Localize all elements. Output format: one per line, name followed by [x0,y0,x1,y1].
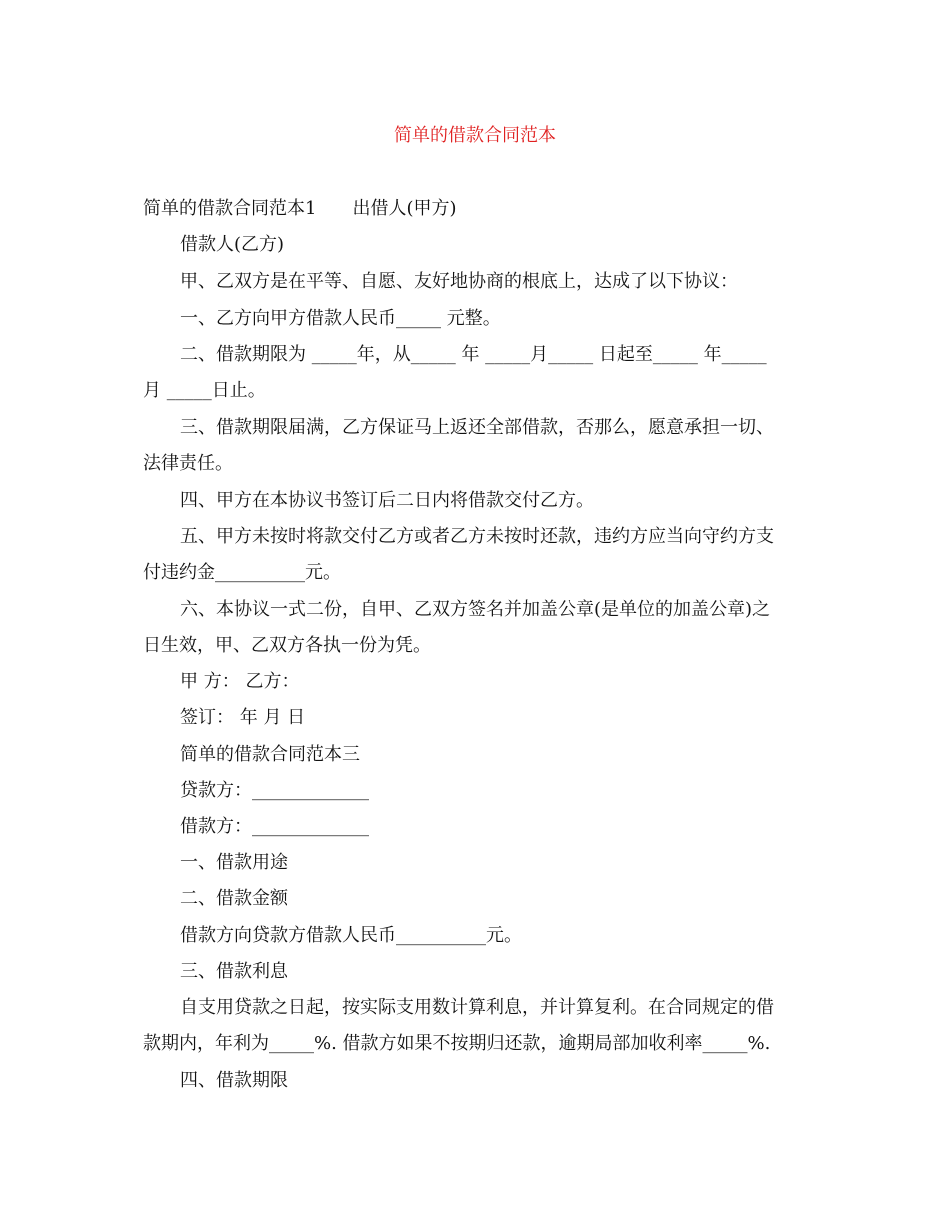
clause-6-cont: 日生效，甲、乙双方各执一份为凭。 [143,635,431,656]
text-line-agreement: 甲、乙双方是在平等、自愿、友好地协商的根底上，达成了以下协议： [180,271,738,292]
clause-3-cont: 法律责任。 [143,453,233,474]
clause-3: 三、借款期限届满，乙方保证马上返还全部借款，否那么，愿意承担一切、 [180,417,774,438]
clause-2-cont: 月 _____日止。 [143,380,266,401]
lender-field: 贷款方：_____________ [180,780,369,801]
section-heading-3: 简单的借款合同范本三 [180,744,360,765]
signature-parties: 甲 方： 乙方： [180,671,300,692]
clause-1: 一、乙方向甲方借款人民币_____ 元整。 [180,308,501,329]
clause-5-cont: 付违约金__________元。 [143,562,341,583]
clause-6: 六、本协议一式二份，自甲、乙双方签名并加盖公章(是单位的加盖公章)之 [180,599,771,620]
item-term: 四、借款期限 [180,1070,288,1091]
interest-text-cont: 款期内，年利为_____%. 借款方如果不按期归还款，逾期局部加收利率_____%. [143,1033,771,1054]
clause-4: 四、甲方在本协议书签订后二日内将借款交付乙方。 [180,490,594,511]
clause-2: 二、借款期限为 _____年，从_____ 年 _____月_____ 日起至_____ 年_____ [180,344,767,365]
amount-text: 借款方向贷款方借款人民币__________元。 [180,925,522,946]
clause-5: 五、甲方未按时将款交付乙方或者乙方未按时还款，违约方应当向守约方支 [180,526,774,547]
item-purpose: 一、借款用途 [180,852,288,873]
borrower-field: 借款方：_____________ [180,816,369,837]
item-interest: 三、借款利息 [180,961,288,982]
signing-date: 签订： 年 月 日 [180,707,306,728]
item-amount: 二、借款金额 [180,888,288,909]
interest-text: 自支用贷款之日起，按实际支用数计算利息，并计算复利。在合同规定的借 [180,997,774,1018]
text-line-borrower: 借款人(乙方) [180,234,285,255]
text-line-lender: 简单的借款合同范本1 出借人(甲方) [143,198,457,219]
document-title: 简单的借款合同范本 [394,125,556,146]
